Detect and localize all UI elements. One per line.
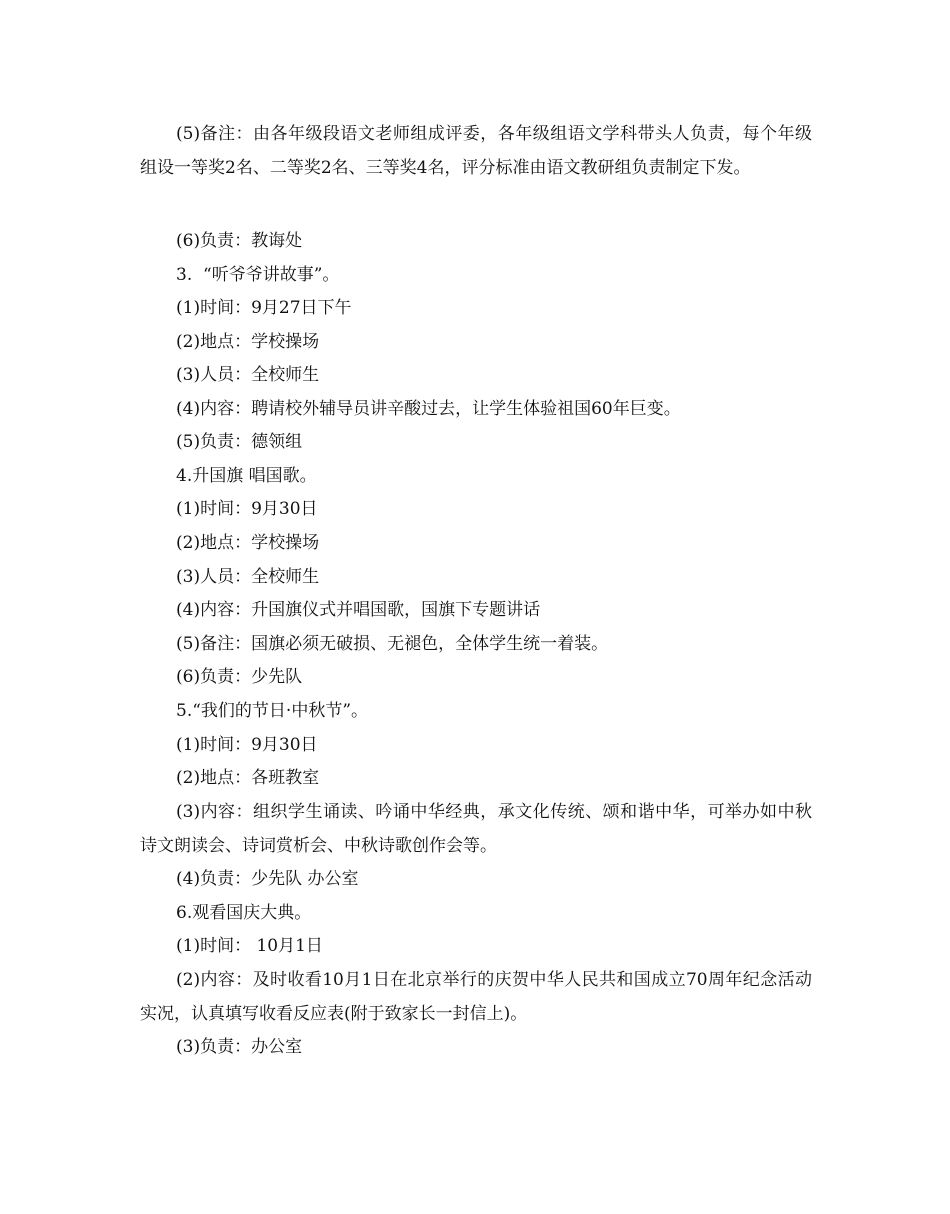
paragraph-location: (2)地点：学校操场 — [176, 332, 320, 352]
section-heading-3: 3. “听爷爷讲故事”。 — [176, 265, 340, 285]
paragraph-responsible: (3)负责：办公室 — [176, 1037, 303, 1057]
paragraph-responsible: (4)负责：少先队 办公室 — [176, 869, 359, 889]
paragraph-time: (1)时间：9月30日 — [176, 499, 318, 519]
paragraph-time: (1)时间：9月27日下午 — [176, 298, 352, 318]
paragraph-note: (5)备注：国旗必须无破损、无褪色，全体学生统一着装。 — [176, 634, 609, 654]
paragraph-content: (4)内容：升国旗仪式并唱国歌，国旗下专题讲话 — [176, 600, 541, 620]
paragraph-location: (2)地点：各班教室 — [176, 768, 320, 788]
paragraph-content: (2)内容：及时收看10月1日在北京举行的庆贺中华人民共和国成立70周年纪念活动实况，认真填写收看反应表(附于致家长一封信上)。 — [140, 970, 812, 1024]
paragraph-participants: (3)人员：全校师生 — [176, 567, 320, 587]
section-heading-5: 5.“我们的节日·中秋节”。 — [176, 701, 369, 721]
paragraph-content: (4)内容：聘请校外辅导员讲辛酸过去，让学生体验祖国60年巨变。 — [176, 399, 681, 419]
paragraph-location: (2)地点：学校操场 — [176, 533, 320, 553]
paragraph-note-5: (5)备注：由各年级段语文老师组成评委，各年级组语文学科带头人负责，每个年级组设一等奖2名、二等奖2名、三等奖4名，评分标准由语文教研组负责制定下发。 — [140, 124, 812, 178]
section-heading-6: 6.观看国庆大典。 — [176, 903, 312, 923]
paragraph-time: (1)时间： 10月1日 — [176, 936, 323, 956]
paragraph-time: (1)时间：9月30日 — [176, 735, 318, 755]
paragraph-responsible: (6)负责：少先队 — [176, 667, 303, 687]
paragraph-responsible: (5)负责：德领组 — [176, 432, 303, 452]
paragraph-participants: (3)人员：全校师生 — [176, 365, 320, 385]
section-heading-4: 4.升国旗 唱国歌。 — [176, 466, 317, 486]
paragraph-responsible-6: (6)负责：教诲处 — [176, 231, 303, 251]
paragraph-content: (3)内容：组织学生诵读、吟诵中华经典，承文化传统、颂和谐中华，可举办如中秋诗文朗读会、诗词赏析会、中秋诗歌创作会等。 — [140, 802, 812, 856]
